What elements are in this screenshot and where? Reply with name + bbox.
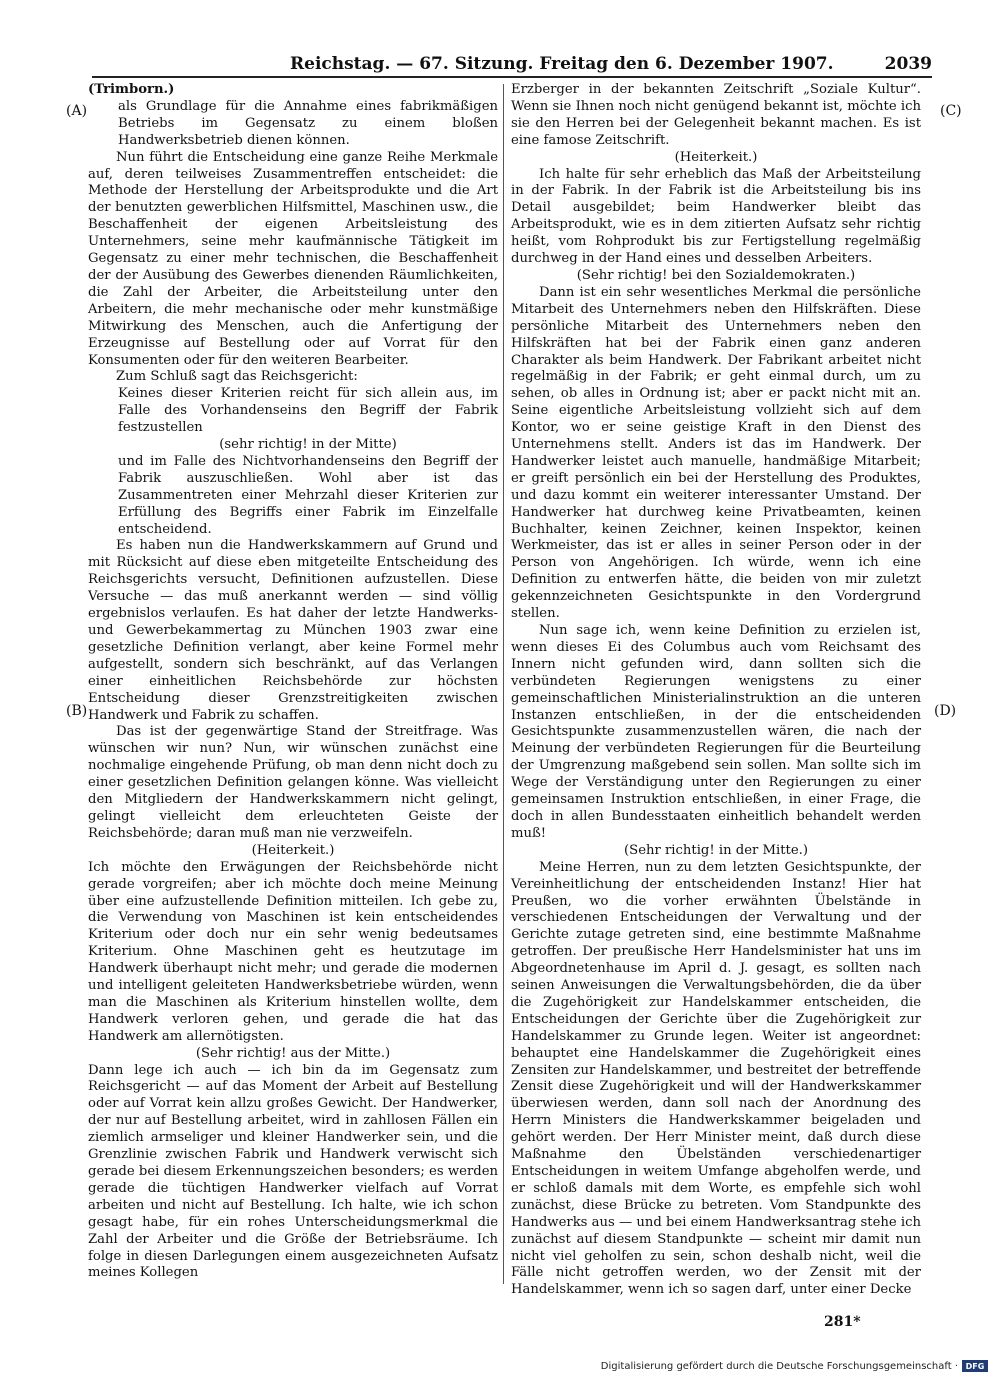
paragraph: Meine Herren, nun zu dem letzten Gesichtspunkte, der Vereinheitlichung der entscheidenden Instanz! Hier hat Preußen, wo die vorher erwähnten Übelstände in verschiedenen Entscheidungen der Verwaltung und der Gerichte zutage getreten sind, eine bestimmte Maßnahme getroffen. Der preußische Herr Handelsminister hat uns im Abgeordnetenhause im April d. J. gesagt, es sollten nach seinen Anweisungen die Verwaltungsbehörden, die da über die Zugehörigkeit zur Handelskammer entscheiden, die Entscheidungen der Gerichte über die Zugehörigkeit zur Handelskammer zu Grunde legen. Weiter ist angeordnet: behauptet eine Handelskammer die Zugehörigkeit eines Zensiten zur Handelskammer, und bestreitet der betreffende Zensit diese Zugehörigkeit und will der Handwerkskammer überwiesen werden, dann soll nach der Anordnung des Herrn Ministers die Handwerkskammer beigeladen und gehört werden. Der Herr Minister meint, daß durch diese Maßnahme den Übelständen verschiedenartiger Entscheidungen in weitem Umfange abgeholfen werde, und er schloß damals mit dem Worte, es empfehle sich wohl zunächst, diese Brücke zu betreten. Vom Standpunkte des Handwerks aus — und bei einem Handwerksantrag stehe ich zunächst auf diesem Standpunkte — scheint mir damit nun nicht viel geholfen zu sein, schon deshalb nicht, weil die Fälle nicht getroffen werden, wo der Zensit mit der Handelskammer, wenn ich so sagen darf, unter einer Decke xyxy=(511,859,921,1298)
paragraph: Zum Schluß sagt das Reichsgericht: xyxy=(116,369,358,385)
paragraph: Dann lege ich auch — ich bin da im Gegensatz zum Reichsgericht — auf das Moment der Arbeit auf Bestellung oder auf Vorrat kein allzu großes Gewicht. Der Handwerker, der nur auf Bestellung arbeitet, wird in zahllosen Fällen ein ziemlich armseliger und kleiner Handwerker sein, und die Grenzlinie zwischen Fabrik und Handwerk verwischt sich gerade bei diesem Erkennungszeichen besonders; es werden gerade die tüchtigen Handwerker vielfach auf Vorrat arbeiten und nicht auf Bestellung. Ich halte, wie ich schon gesagt habe, für ein rohes Unterscheidungsmerkmal die Zahl der Arbeiter und die Größe der Betriebsräume. Ich folge in diesen Darlegungen einem ausgezeichneten Aufsatz meines Kollegen xyxy=(88,1062,498,1281)
column-divider xyxy=(503,84,504,1284)
paragraph: Keines dieser Kriterien reicht für sich allein aus, im Falle des Vorhandenseins den Begriff der Fabrik festzustellen xyxy=(118,386,498,436)
paragraph: Nun sage ich, wenn keine Definition zu erzielen ist, wenn dieses Ei des Columbus auch vom Reichsamt des Innern nicht gefunden wird, dann sollten sich die verbündeten Regierungen wenigstens zu einer gemeinschaftlichen Ministerialinstruktion an die unteren Instanzen entschließen, in der die entscheidenden Gesichtspunkte zusammenzustellen wären, die nach der Meinung der verbündeten Regierungen für die Beurteilung der Umgrenzung maßgebend sein sollen. Man sollte sich im Wege der Verständigung unter den Regierungen zu einer gemeinsamen Instruktion entschließen, in einer Frage, die doch in allen Bundesstaaten einheitlich behandelt werden muß! xyxy=(511,623,921,841)
margin-marker-c: (C) xyxy=(940,103,962,119)
paragraph: Erzberger in der bekannten Zeitschrift „Soziale Kultur“. Wenn sie Ihnen noch nicht genügend bekannt ist, möchte ich sie den Herren bei der Gelegenheit bekannt machen. Es ist eine famose Zeitschrift. xyxy=(511,82,921,148)
interjection: (Heiterkeit.) xyxy=(251,842,335,858)
page-number: 2039 xyxy=(884,54,932,74)
right-column xyxy=(511,82,921,1299)
paragraph: Ich halte für sehr erheblich das Maß der Arbeitsteilung in der Fabrik. In der Fabrik ist die Arbeitsteilung bis ins Detail ausgebildet; beim Handwerker bleibt das Arbeitsprodukt, wie es in dem zitierten Aufsatz sehr richtig heißt, vom Rohprodukt bis zur Fertigstellung regelmäßig durchweg in der Hand eines und desselben Arbeiters. xyxy=(511,166,921,267)
interjection: (Sehr richtig! bei den Sozialdemokraten.) xyxy=(576,267,856,283)
credit-text: Digitalisierung gefördert durch die Deutsche Forschungsgemeinschaft · xyxy=(600,1360,958,1372)
paragraph: Ich möchte den Erwägungen der Reichsbehörde nicht gerade vorgreifen; aber ich möchte doch meine Meinung über eine aufzustellende Definition mitteilen. Ich gebe zu, die Verwendung von Maschinen ist kein entscheidendes Kriterium oder doch nur ein sehr wenig bedeutsames Kriterium. Ohne Maschinen geht es heutzutage im Handwerk überhaupt nicht mehr; und gerade die modernen und intelligent geleiteten Handwerksbetriebe würden, wenn man die Maschinen als Kriterium hinstellen wollte, dem Handwerk verloren gehen, und gerade die hat das Handwerk am allernötigsten. xyxy=(88,859,498,1044)
left-column xyxy=(88,82,498,1282)
margin-marker-a: (A) xyxy=(66,103,88,119)
interjection: (Sehr richtig! in der Mitte.) xyxy=(624,842,808,858)
interjection: (sehr richtig! in der Mitte) xyxy=(219,437,397,453)
margin-marker-b: (B) xyxy=(66,703,88,719)
paragraph: Nun führt die Entscheidung eine ganze Reihe Merkmale auf, deren teilweises Zusammentreffen entscheidet: die Methode der Herstellung der Arbeitsprodukte und die Art der benutzten gewerblichen Hilfsmittel, Maschinen usw., die Beschaffenheit der eigenen Arbeitsleistung des Unternehmers, seine mehr kaufmännische Tätigkeit im Gegensatz zu einer mehr technischen, die Beschaffenheit der der Ausübung des Gewerbes dienenden Räumlichkeiten, die Zahl der Arbeiter, die Arbeitsteilung unter den Arbeitern, die mehr mechanische oder mehr kunstmäßige Mitwirkung des Menschen, auch die Anfertigung der Erzeugnisse auf Bestellung oder auf Vorrat für den Konsumenten oder für den weiteren Bearbeiter. xyxy=(88,149,498,368)
page-header xyxy=(92,54,932,78)
digitization-credit xyxy=(601,1360,988,1372)
margin-marker-d: (D) xyxy=(934,703,957,719)
header-rule xyxy=(92,76,932,78)
paragraph: und im Falle des Nichtvorhandenseins den Begriff der Fabrik auszuschließen. Wohl aber ist das Zusammentreten einer Mehrzahl dieser Kriterien zur Erfüllung des Begriffs einer Fabrik im Einzelfalle entscheidend. xyxy=(118,453,498,537)
signature-mark: 281* xyxy=(824,1314,861,1330)
speaker-name: (Trimborn.) xyxy=(88,82,175,97)
paragraph: Dann ist ein sehr wesentliches Merkmal die persönliche Mitarbeit des Unternehmers neben den Hilfskräften. Diese persönliche Mitarbeit des Unternehmers neben den Hilfskräften hat bei der Fabrik einen ganz anderen Charakter als beim Handwerk. Der Fabrikant arbeitet nicht regelmäßig in der Fabrik; er geht einmal durch, um zu sehen, ob alles in Ordnung ist; aber er packt nicht mit an. Seine eigentliche Arbeitsleistung vollzieht sich auf dem Kontor, wo er seine geistige Kraft in den Dienst des Unternehmens stellt. Anders ist das im Handwerk. Der Handwerker leistet auch manuelle, handmäßige Mitarbeit; er greift persönlich ein bei der Herstellung des Produktes, und dazu kommt ein weiterer interessanter Umstand. Der Handwerker hat durchweg keine Privatbeamten, keinen Buchhalter, keinen Zeichner, keinen Inspektor, keinen Werkmeister, das ist er alles in seiner Person oder in der Person von Angehörigen. Ich würde, wenn ich eine Definition zu entwerfen hätte, die beiden von mir zuletzt gekennzeichneten Gesichtspunkte in den Vordergrund stellen. xyxy=(511,284,921,622)
interjection: (Heiterkeit.) xyxy=(674,149,758,165)
paragraph: Das ist der gegenwärtige Stand der Streitfrage. Was wünschen wir nun? Nun, wir wünschen zunächst eine nochmalige eingehende Prüfung, ob man denn nicht doch zu einer gesetzlichen Definition gelangen könne. Was vielleicht den Mitgliedern der Handwerkskammern nicht gelingt, gelingt vielleicht dem erleuchteten Geiste der Reichsbehörde; daran muß man nie verzweifeln. xyxy=(88,724,498,841)
interjection: (Sehr richtig! aus der Mitte.) xyxy=(195,1045,391,1061)
paragraph: als Grundlage für die Annahme eines fabrikmäßigen Betriebs im Gegensatz zu einem bloßen Handwerksbetrieb dienen können. xyxy=(118,98,498,148)
page-title: Reichstag. — 67. Sitzung. Freitag den 6. Dezember 1907. xyxy=(290,54,834,74)
dfg-logo: DFG xyxy=(962,1360,988,1372)
paragraph: Es haben nun die Handwerkskammern auf Grund und mit Rücksicht auf diese eben mitgeteilte Entscheidung des Reichsgerichts versucht, Definitionen aufzustellen. Diese Versuche — das muß anerkannt werden — sind völlig ergebnislos verlaufen. Es hat daher der letzte Handwerks- und Gewerbekammertag zu München 1903 zwar eine gesetzliche Definition verlangt, aber keine Formel mehr aufgestellt, sondern sich beschränkt, auf das Verlangen einer einheitlichen Reichsbehörde zur höchsten Entscheidung dieser Grenzstreitigkeiten zwischen Handwerk und Fabrik zu schaffen. xyxy=(88,538,498,723)
